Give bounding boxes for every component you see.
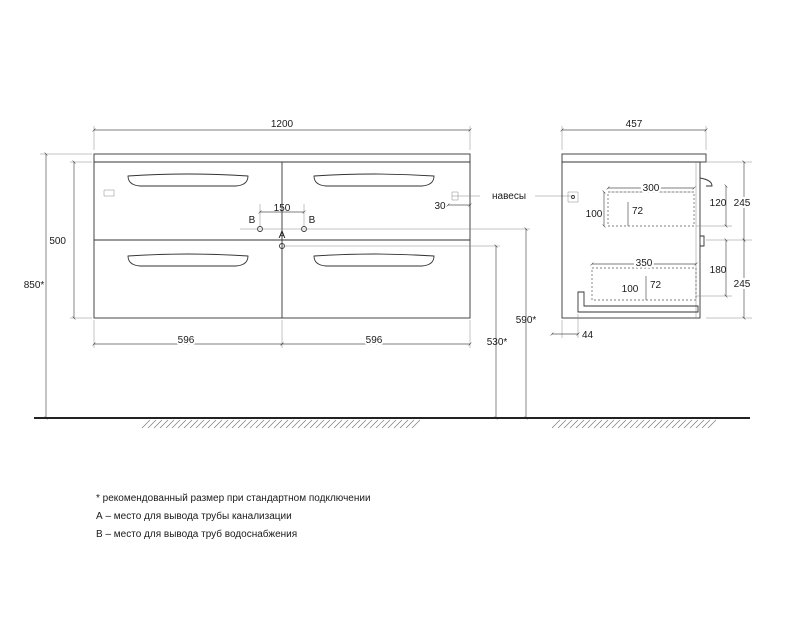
dim-hinge-offset: 30 bbox=[434, 201, 446, 212]
dim-drain-height: 530* bbox=[486, 337, 508, 348]
lower-drawer-profile bbox=[578, 292, 698, 312]
front-view bbox=[24, 119, 572, 418]
note-recommended: * рекомендованный размер при стандартном подключении bbox=[96, 493, 371, 504]
wall-bracket bbox=[568, 192, 578, 202]
dim-upper-drawer-depth: 300 bbox=[642, 183, 660, 194]
dim-wall-gap: 44 bbox=[582, 330, 594, 341]
handle-bottom-right bbox=[314, 254, 434, 266]
dim-lower-section: 245 bbox=[733, 279, 751, 290]
dim-upper-inner: 72 bbox=[632, 206, 644, 217]
label-pipe-b-left: B bbox=[248, 215, 256, 226]
dim-lower-inner: 72 bbox=[650, 280, 662, 291]
note-supply: В – место для вывода труб водоснабжения bbox=[96, 529, 298, 540]
dim-front-width: 1200 bbox=[270, 119, 294, 130]
side-countertop bbox=[562, 154, 706, 162]
dim-left-drawer: 596 bbox=[177, 335, 195, 346]
front-countertop bbox=[94, 154, 470, 162]
floor-hatch-side bbox=[552, 420, 716, 428]
label-hinges: навесы bbox=[492, 191, 527, 202]
dim-side-depth: 457 bbox=[625, 119, 643, 130]
side-view bbox=[552, 119, 752, 341]
dim-upper-offset: 120 bbox=[709, 198, 727, 209]
dim-front-height: 500 bbox=[49, 236, 66, 247]
dim-pipe-spacing: 150 bbox=[273, 203, 291, 214]
note-drain: А – место для вывода трубы канализации bbox=[96, 511, 292, 522]
dim-right-drawer: 596 bbox=[365, 335, 383, 346]
notes bbox=[96, 490, 371, 544]
dim-lower-drawer-depth: 350 bbox=[635, 258, 653, 269]
dim-upper-section: 245 bbox=[733, 198, 751, 209]
dim-lower-drawer-height: 100 bbox=[621, 284, 639, 295]
handle-bottom-left bbox=[128, 254, 248, 266]
hinge-mark-left bbox=[104, 190, 114, 196]
upper-drawer-box bbox=[608, 192, 694, 226]
side-upper-handle bbox=[700, 178, 712, 186]
label-pipe-a: A bbox=[278, 230, 286, 241]
label-pipe-b-right: B bbox=[308, 215, 316, 226]
lower-drawer-box bbox=[592, 268, 696, 300]
handle-top-left bbox=[128, 174, 248, 186]
side-lower-handle bbox=[700, 236, 704, 246]
floor bbox=[34, 418, 750, 428]
handle-top-right bbox=[314, 174, 434, 186]
floor-hatch-front bbox=[142, 420, 420, 428]
dim-upper-drawer-height: 100 bbox=[585, 209, 603, 220]
dim-supply-height: 590* bbox=[515, 315, 537, 326]
dim-total-height: 850* bbox=[23, 280, 45, 291]
dim-lower-offset: 180 bbox=[709, 265, 727, 276]
